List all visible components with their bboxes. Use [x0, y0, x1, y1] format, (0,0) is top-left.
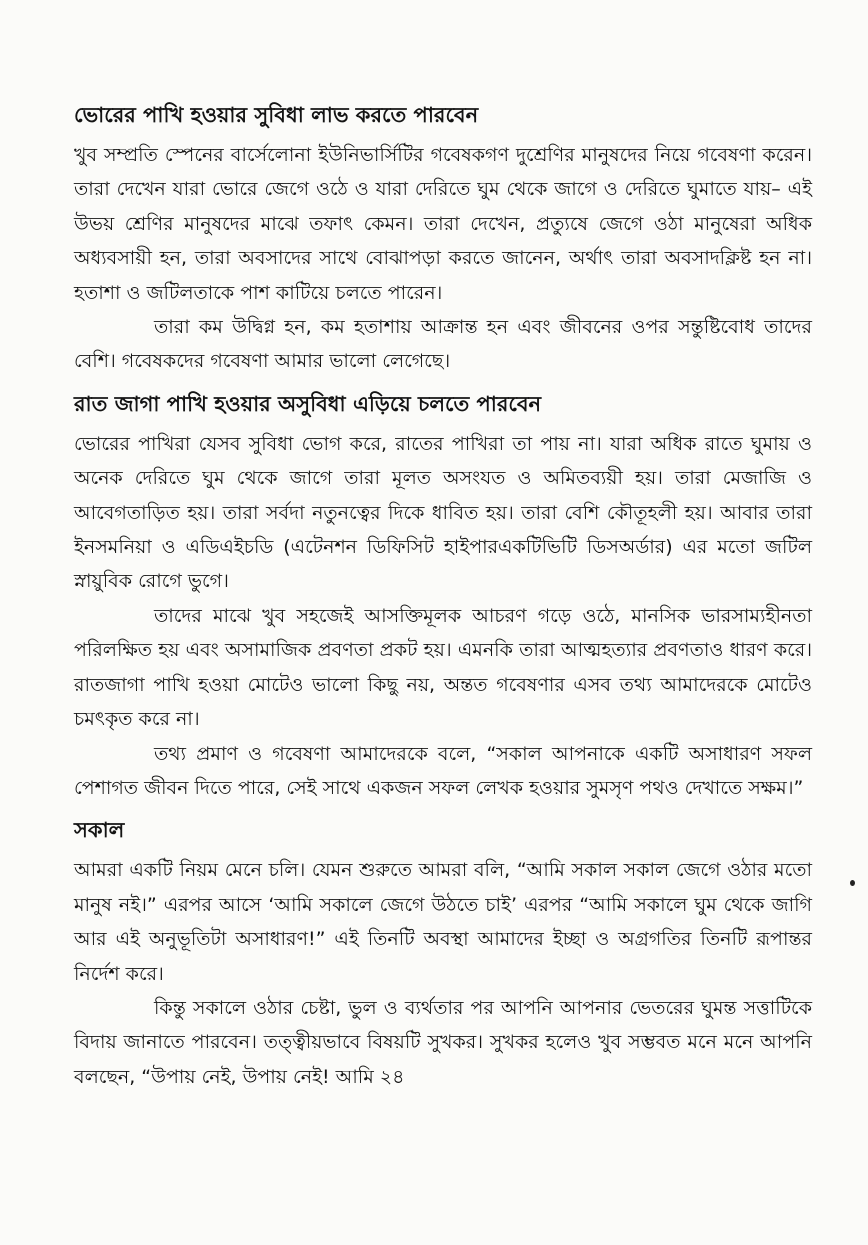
paragraph: তথ্য প্রমাণ ও গবেষণা আমাদেরকে বলে, “সকাল আপনাকে একটি অসাধারণ সফল পেশাগত জীবন দিতে পারে, সেই সাথে একজন সফল লেখক হওয়ার সুমসৃণ পথও দেখাতে সক্ষম।”: [74, 742, 812, 799]
paragraph: তারা কম উদ্বিগ্ন হন, কম হতাশায় আক্রান্ত হন এবং জীবনের ওপর সন্তুষ্টিবোধ তাদের বেশি। গবেষকদের গবেষণা আমার ভালো লেগেছে।: [74, 316, 812, 373]
section-heading-morning: সকাল: [74, 818, 125, 843]
scan-mark: [850, 880, 855, 886]
paragraph: খুব সম্প্রতি স্পেনের বার্সেলোনা ইউনিভার্সিটির গবেষকগণ দুশ্রেণির মানুষদের নিয়ে গবেষণা করেন। তারা দেখেন যারা ভোরে জেগে ওঠে ও যারা দেরিতে ঘুম থেকে জাগে ও দেরিতে ঘুমাতে যায়– এই উভয় শ্রেণির মানুষদের মাঝে তফাৎ কেমন। তারা দেখেন, প্রত্যুষে জেগে ওঠা মানুষেরা অধিক অধ্যবসায়ী হন, তারা অবসাদের সাথে বোঝাপড়া করতে জানেন, অর্থাৎ তারা অবসাদক্লিষ্ট হন না। হতাশা ও জটিলতাকে পাশ কাটিয়ে চলতে পারেন।: [74, 144, 812, 304]
paragraph: আমরা একটি নিয়ম মেনে চলি। যেমন শুরুতে আমরা বলি, “আমি সকাল সকাল জেগে ওঠার মতো মানুষ নই।” এরপর আসে ‘আমি সকালে জেগে উঠতে চাই’ এরপর “আমি সকালে ঘুম থেকে জাগি আর এই অনুভূতিটা অসাধারণ!” এই তিনটি অবস্থা আমাদের ইচ্ছা ও অগ্রগতির তিনটি রূপান্তর নির্দেশ করে।: [74, 859, 812, 985]
paragraph: তাদের মাঝে খুব সহজেই আসক্তিমূলক আচরণ গড়ে ওঠে, মানসিক ভারসাম্যহীনতা পরিলক্ষিত হয় এবং অসামাজিক প্রবণতা প্রকট হয়। এমনকি তারা আত্মহত্যার প্রবণতাও ধারণ করে। রাতজাগা পাখি হওয়া মোটেও ভালো কিছু নয়, অন্তত গবেষণার এসব তথ্য আমাদেরকে মোটেও চমৎকৃত করে না।: [74, 604, 812, 731]
page-content: [74, 98, 812, 1094]
paragraph: কিন্তু সকালে ওঠার চেষ্টা, ভুল ও ব্যর্থতার পর আপনি আপনার ভেতরের ঘুমন্ত সত্তাটিকে বিদায় জানাতে পারবেন। তত্ত্বীয়ভাবে বিষয়টি সুখকর। সুখকর হলেও খুব সম্ভবত মনে মনে আপনি বলছেন, “উপায় নেই, উপায় নেই! আমি ২৪: [74, 996, 812, 1088]
section-heading-early-bird: ভোরের পাখি হওয়ার সুবিধা লাভ করতে পারবেন: [74, 103, 479, 127]
section-heading-night-owl: রাত জাগা পাখি হওয়ার অসুবিধা এড়িয়ে চলতে পারবেন: [74, 391, 542, 416]
paragraph: ভোরের পাখিরা যেসব সুবিধা ভোগ করে, রাতের পাখিরা তা পায় না। যারা অধিক রাতে ঘুমায় ও অনেক দেরিতে ঘুম থেকে জাগে তারা মূলত অসংযত ও অমিতব্যয়ী হয়। তারা মেজাজি ও আবেগতাড়িত হয়। তারা সর্বদা নতুনত্বের দিকে ধাবিত হয়। তারা বেশি কৌতূহলী হয়। আবার তারা ইনসমনিয়া ও এডিএইচডি (এটেনশন ডিফিসিট হাইপারএকটিভিটি ডিসঅর্ডার) এর মতো জটিল স্নায়ুবিক রোগে ভুগে।: [74, 432, 812, 593]
